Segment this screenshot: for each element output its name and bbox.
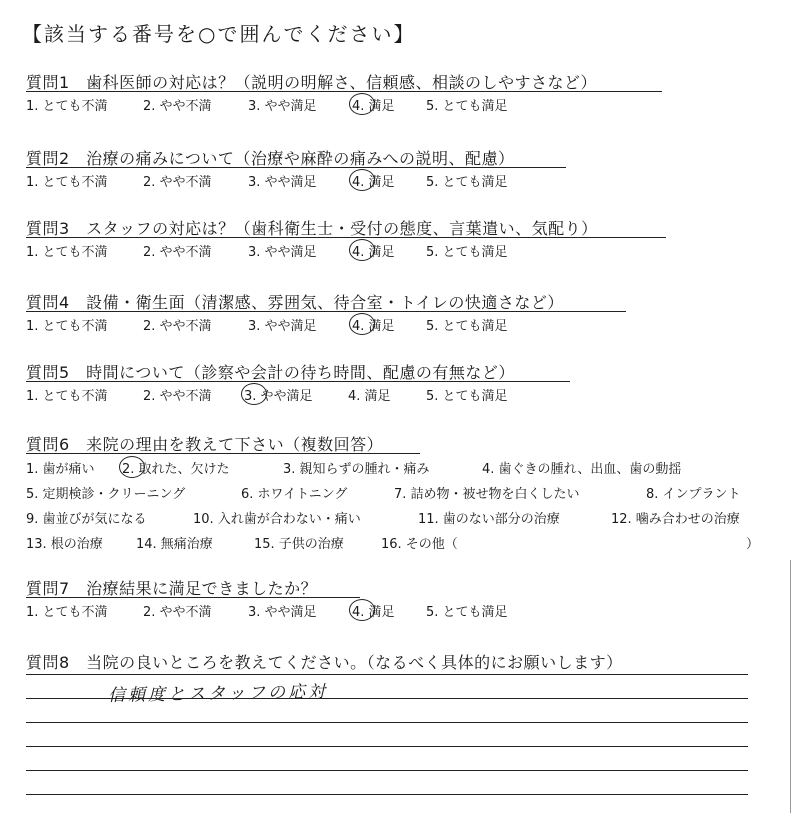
answer-line-3 bbox=[26, 722, 748, 723]
question-4-underline bbox=[26, 311, 626, 312]
q7-choice-5[interactable]: 5. とても満足 bbox=[426, 605, 508, 620]
question-6-title: 質問6 来院の理由を教えて下さい（複数回答） bbox=[26, 435, 384, 454]
q2-choice-4-selected[interactable]: 4. 満足 bbox=[352, 171, 395, 190]
q4-choice-2[interactable]: 2. やや不満 bbox=[143, 319, 212, 334]
q1-choice-1[interactable]: 1. とても不満 bbox=[26, 99, 108, 114]
q4-choice-5[interactable]: 5. とても満足 bbox=[426, 319, 508, 334]
q6-option-12[interactable]: 12. 噛み合わせの治療 bbox=[611, 512, 740, 527]
q8-handwritten-answer[interactable]: 信頼度とスタッフの応対 bbox=[107, 682, 329, 706]
q3-choice-3[interactable]: 3. やや満足 bbox=[248, 245, 317, 260]
q2-choice-5[interactable]: 5. とても満足 bbox=[426, 175, 508, 190]
q7-choice-2[interactable]: 2. やや不満 bbox=[143, 605, 212, 620]
q6-option-7[interactable]: 7. 詰め物・被せ物を白くしたい bbox=[394, 487, 580, 502]
question-7-underline bbox=[26, 597, 360, 598]
q2-choice-2[interactable]: 2. やや不満 bbox=[143, 175, 212, 190]
question-8-title: 質問8 当院の良いところを教えてください。（なるべく具体的にお願いします） bbox=[26, 653, 623, 672]
question-2-underline bbox=[26, 167, 566, 168]
q1-choice-2[interactable]: 2. やや不満 bbox=[143, 99, 212, 114]
page-edge bbox=[790, 560, 791, 813]
q1-choice-5[interactable]: 5. とても満足 bbox=[426, 99, 508, 114]
question-4-title: 質問4 設備・衛生面（清潔感、雰囲気、待合室・トイレの快適さなど） bbox=[26, 293, 564, 312]
answer-line-4 bbox=[26, 746, 748, 747]
q1-choice-4-selected[interactable]: 4. 満足 bbox=[352, 95, 395, 114]
q5-choice-3-selected[interactable]: 3. やや満足 bbox=[244, 385, 313, 404]
q3-choice-5[interactable]: 5. とても満足 bbox=[426, 245, 508, 260]
q6-option-3[interactable]: 3. 親知らずの腫れ・痛み bbox=[283, 462, 430, 477]
form-title: 【該当する番号を○で囲んでください】 bbox=[22, 22, 416, 46]
q6-other-close-paren: ） bbox=[746, 537, 760, 552]
question-3-title: 質問3 スタッフの対応は？（歯科衛生士・受付の態度、言葉遣い、気配り） bbox=[26, 219, 598, 238]
q7-choice-1[interactable]: 1. とても不満 bbox=[26, 605, 108, 620]
answer-line-6 bbox=[26, 794, 748, 795]
q4-choice-3[interactable]: 3. やや満足 bbox=[248, 319, 317, 334]
q6-option-2-selected[interactable]: 2. 取れた、欠けた bbox=[122, 458, 230, 477]
question-6-underline bbox=[26, 453, 420, 454]
question-3-underline bbox=[26, 237, 666, 238]
q3-choice-1[interactable]: 1. とても不満 bbox=[26, 245, 108, 260]
q5-choice-4[interactable]: 4. 満足 bbox=[348, 389, 391, 404]
q3-choice-4-selected[interactable]: 4. 満足 bbox=[352, 241, 395, 260]
q6-option-10[interactable]: 10. 入れ歯が合わない・痛い bbox=[193, 512, 361, 527]
question-5-underline bbox=[26, 381, 570, 382]
q2-choice-1[interactable]: 1. とても不満 bbox=[26, 175, 108, 190]
answer-line-1 bbox=[26, 674, 748, 675]
q6-option-16[interactable]: 16. その他（ bbox=[381, 537, 458, 552]
q6-option-6[interactable]: 6. ホワイトニング bbox=[241, 487, 348, 502]
q6-option-1[interactable]: 1. 歯が痛い bbox=[26, 462, 95, 477]
q7-choice-3[interactable]: 3. やや満足 bbox=[248, 605, 317, 620]
question-1-underline bbox=[26, 91, 662, 92]
q6-option-5[interactable]: 5. 定期検診・クリーニング bbox=[26, 487, 186, 502]
question-7-title: 質問7 治療結果に満足できましたか？ bbox=[26, 579, 318, 598]
q4-choice-4-selected[interactable]: 4. 満足 bbox=[352, 315, 395, 334]
q6-option-11[interactable]: 11. 歯のない部分の治療 bbox=[418, 512, 560, 527]
q5-choice-2[interactable]: 2. やや不満 bbox=[143, 389, 212, 404]
q6-option-9[interactable]: 9. 歯並びが気になる bbox=[26, 512, 147, 527]
question-2-title: 質問2 治療の痛みについて（治療や麻酔の痛みへの説明、配慮） bbox=[26, 149, 515, 168]
q6-option-14[interactable]: 14. 無痛治療 bbox=[136, 537, 213, 552]
q5-choice-1[interactable]: 1. とても不満 bbox=[26, 389, 108, 404]
q6-option-4[interactable]: 4. 歯ぐきの腫れ、出血、歯の動揺 bbox=[482, 462, 682, 477]
q4-choice-1[interactable]: 1. とても不満 bbox=[26, 319, 108, 334]
q6-option-13[interactable]: 13. 根の治療 bbox=[26, 537, 103, 552]
q6-option-8[interactable]: 8. インプラント bbox=[646, 487, 741, 502]
answer-line-2 bbox=[26, 698, 748, 699]
answer-line-5 bbox=[26, 770, 748, 771]
q5-choice-5[interactable]: 5. とても満足 bbox=[426, 389, 508, 404]
q1-choice-3[interactable]: 3. やや満足 bbox=[248, 99, 317, 114]
question-5-title: 質問5 時間について（診察や会計の待ち時間、配慮の有無など） bbox=[26, 363, 515, 382]
question-1-title: 質問1 歯科医師の対応は？（説明の明解さ、信頼感、相談のしやすさなど） bbox=[26, 73, 598, 92]
q6-option-15[interactable]: 15. 子供の治療 bbox=[254, 537, 344, 552]
q3-choice-2[interactable]: 2. やや不満 bbox=[143, 245, 212, 260]
q2-choice-3[interactable]: 3. やや満足 bbox=[248, 175, 317, 190]
q7-choice-4-selected[interactable]: 4. 満足 bbox=[352, 601, 395, 620]
